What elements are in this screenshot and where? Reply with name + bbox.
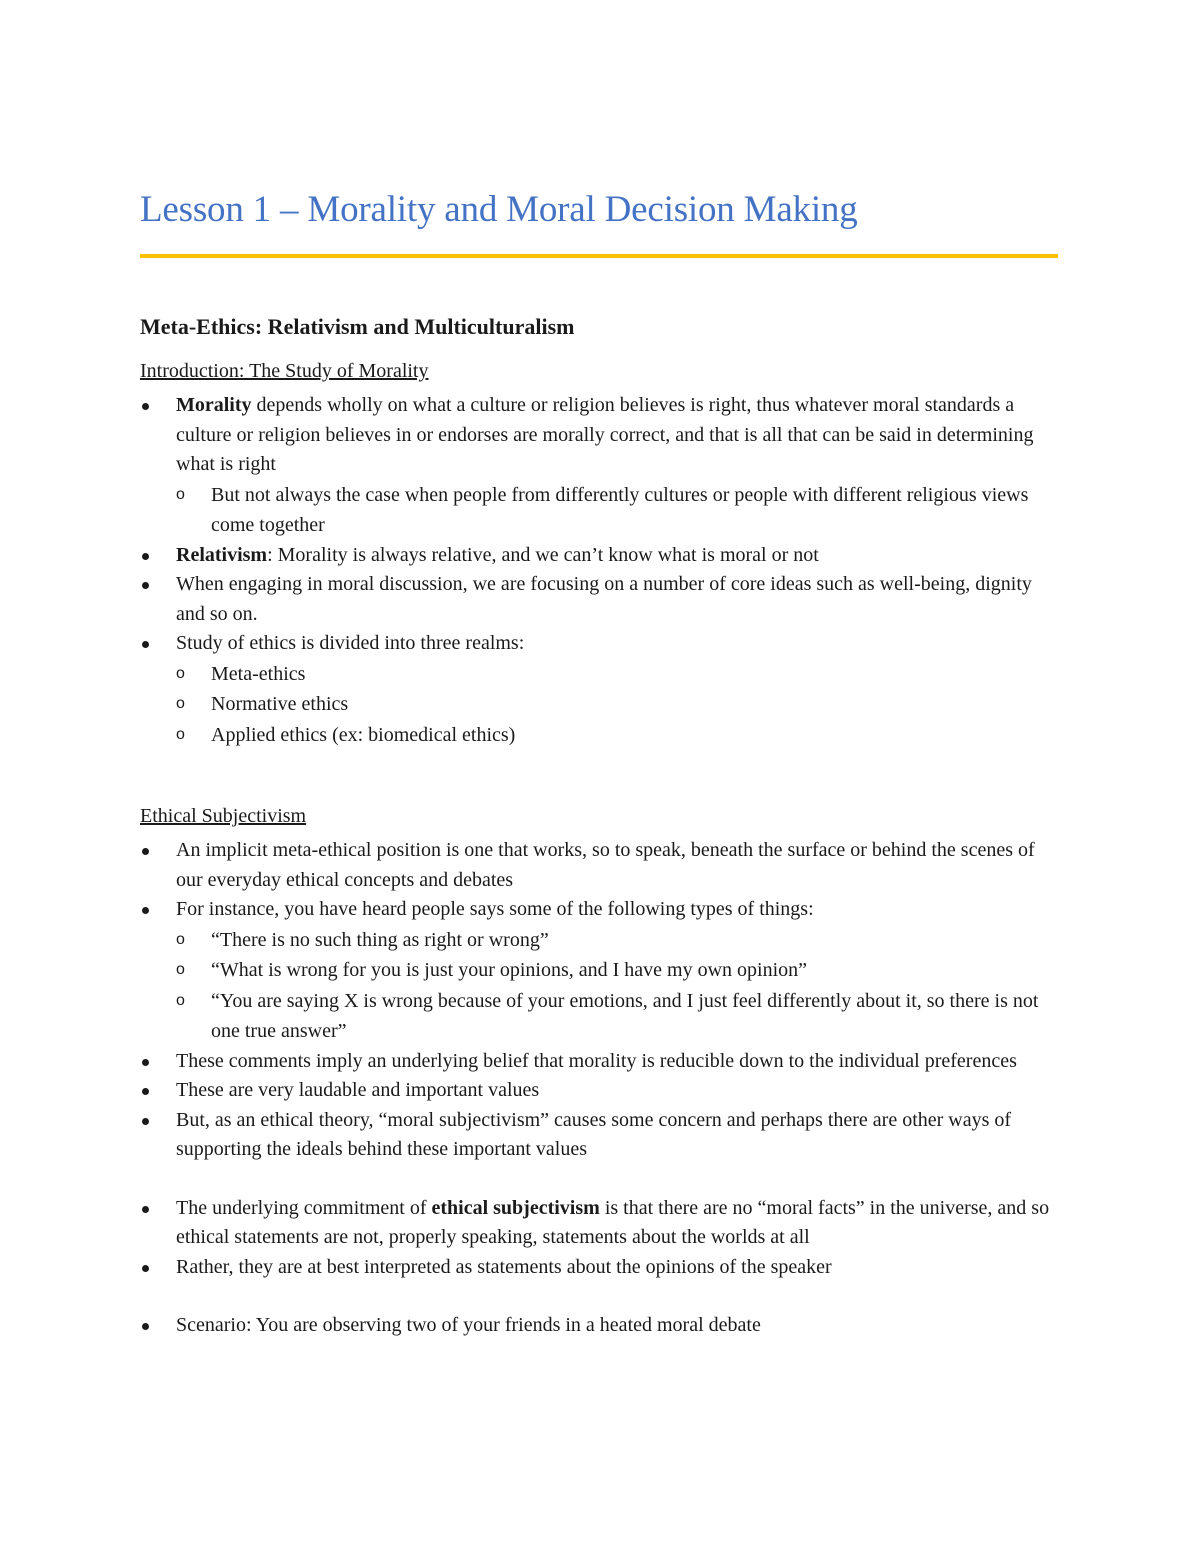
bullet-icon: [142, 1088, 149, 1095]
list-item-text: depends wholly on what a culture or religion believes is right, thus whatever moral standards a culture or religion believes in or endorses are morally correct, and that is all that can be said in determining what is right: [176, 394, 1034, 475]
circle-bullet-icon: o: [176, 961, 185, 978]
sub-list: [176, 925, 1060, 1047]
list-item-text: : Morality is always relative, and we can’t know what is moral or not: [267, 543, 819, 566]
sub-list-item-text: Applied ethics (ex: biomedical ethics): [211, 723, 516, 746]
list-item: [140, 895, 1060, 1047]
list-item-text: These comments imply an underlying belief that morality is reducible down to the individual preferences: [176, 1049, 1017, 1072]
circle-bullet-icon: o: [176, 725, 185, 743]
sub-list-item: [140, 955, 1060, 986]
sub-list: [176, 659, 1060, 751]
list-item-text: But, as an ethical theory, “moral subjectivism” causes some concern and perhaps there are other ways of supporting the ideals behind these important values: [176, 1108, 1012, 1160]
list-item: [140, 836, 1060, 895]
list-item-text: Rather, they are at best interpreted as statements about the opinions of the speaker: [176, 1255, 832, 1278]
term-bold: ethical subjectivism: [431, 1196, 600, 1219]
list-item: [140, 541, 1060, 571]
bullet-icon: [142, 1206, 149, 1213]
list-item: [140, 1194, 1060, 1253]
list-item: [140, 1076, 1060, 1106]
list-item-text: Scenario: You are observing two of your friends in a heated moral debate: [176, 1314, 761, 1336]
sub-list-item: [140, 720, 1060, 751]
bullet-icon: [142, 582, 149, 589]
sub-list-item: [140, 659, 1060, 690]
sub-list-item: [140, 689, 1060, 720]
circle-bullet-icon: o: [176, 930, 185, 948]
intro-list: [140, 391, 1060, 750]
list-item: [140, 1311, 1060, 1341]
sub-list-item: [140, 986, 1060, 1047]
list-item: [140, 391, 1060, 541]
bullet-icon: [142, 1323, 149, 1330]
sub-list-item-text: But not always the case when people from differently cultures or people with different religious views come together: [211, 483, 1029, 536]
title-underline: [140, 254, 1058, 258]
sub-list-item-text: Normative ethics: [211, 693, 349, 715]
circle-bullet-icon: o: [176, 485, 185, 503]
circle-bullet-icon: o: [176, 695, 185, 712]
list-item: [140, 1253, 1060, 1283]
subjectivism-list: [140, 836, 1060, 1341]
list-item-text: When engaging in moral discussion, we are focusing on a number of core ideas such as well-being, dignity and so on.: [176, 573, 1032, 625]
list-item-text: is that there are no “moral facts” in the universe, and so ethical statements are not, properly speaking, statements about the worlds at all: [176, 1196, 1050, 1248]
circle-bullet-icon: o: [176, 991, 185, 1009]
bullet-icon: [142, 403, 149, 410]
sub-list: [176, 480, 1060, 541]
bullet-icon: [142, 907, 149, 914]
bullet-icon: [142, 1265, 149, 1272]
list-item: [140, 1047, 1060, 1077]
term-bold: Relativism: [176, 543, 268, 566]
bullet-icon: [142, 1059, 149, 1066]
list-item: [140, 1106, 1060, 1165]
bullet-icon: [142, 1118, 149, 1125]
sub-list-item-text: “There is no such thing as right or wrong”: [211, 928, 549, 951]
bullet-icon: [142, 848, 149, 855]
circle-bullet-icon: o: [176, 664, 185, 682]
document-title: Lesson 1 – Morality and Moral Decision Making: [140, 189, 858, 230]
subjectivism-heading: Ethical Subjectivism: [140, 805, 307, 827]
document-page: [140, 186, 1060, 1341]
list-item-text: Study of ethics is divided into three realms:: [176, 632, 525, 654]
list-item-text: The underlying commitment of: [176, 1196, 432, 1219]
sub-list-item-text: Meta-ethics: [211, 662, 306, 685]
sub-list-item: [140, 480, 1060, 541]
section-heading: Meta-Ethics: Relativism and Multiculturalism: [140, 314, 575, 339]
list-item-text: An implicit meta-ethical position is one that works, so to speak, beneath the surface or behind the scenes of our everyday ethical concepts and debates: [176, 839, 1035, 891]
list-item: [140, 570, 1060, 629]
sub-list-item-text: “What is wrong for you is just your opinions, and I have my own opinion”: [211, 959, 808, 981]
list-item-text: For instance, you have heard people says some of the following types of things:: [176, 898, 814, 920]
list-item-text: These are very laudable and important values: [176, 1079, 540, 1101]
bullet-icon: [142, 553, 149, 560]
list-item: [140, 629, 1060, 750]
sub-list-item-text: “You are saying X is wrong because of your emotions, and I just feel differently about it, so there is not one true answer”: [211, 989, 1039, 1042]
intro-heading: Introduction: The Study of Morality: [140, 360, 429, 382]
bullet-icon: [142, 641, 149, 648]
sub-list-item: [140, 925, 1060, 956]
term-bold: Morality: [176, 394, 252, 416]
